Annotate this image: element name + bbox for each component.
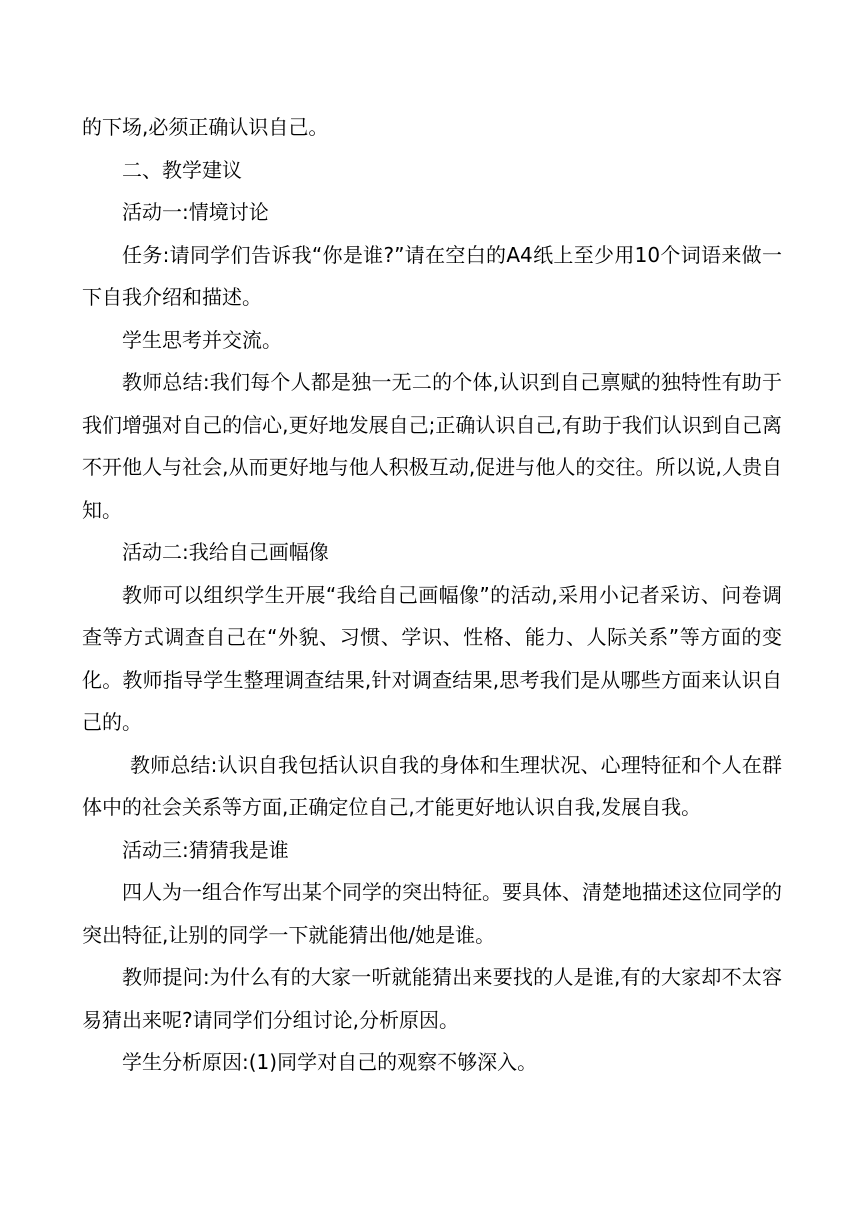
activity-two-heading: 活动二:我给自己画幅像: [122, 540, 329, 564]
activity-three-task: 四人为一组合作写出某个同学的突出特征。要具体、清楚地描述这位同学的突出特征,让别的同学一下就能猜出他/她是谁。: [82, 880, 782, 947]
activity-three-student-analysis: 学生分析原因:(1)同学对自己的观察不够深入。: [122, 1050, 538, 1074]
section-heading-teaching-suggestions: 二、教学建议: [122, 157, 242, 182]
activity-one-student-response: 学生思考并交流。: [122, 327, 282, 352]
document-page: [82, 106, 782, 1084]
activity-two-teacher-summary: 教师总结:认识自我包括认识自我的身体和生理状况、心理特征和个人在群体中的社会关系等方面,正确定位自己,才能更好地认识自我,发展自我。: [82, 752, 782, 819]
activity-two-description: 教师可以组织学生开展“我给自己画幅像”的活动,采用小记者采访、问卷调查等方式调查自己在“外貌、习惯、学识、性格、能力、人际关系”等方面的变化。教师指导学生整理调查结果,针对调查结果,思考我们是从哪些方面来认识自己的。: [82, 582, 782, 734]
paragraph-continuation: 的下场,必须正确认识自己。: [82, 115, 329, 139]
activity-one-teacher-summary: 教师总结:我们每个人都是独一无二的个体,认识到自己禀赋的独特性有助于我们增强对自己的信心,更好地发展自己;正确认识自己,有助于我们认识到自己离不开他人与社会,从而更好地与他人积极互动,促进与他人的交往。所以说,人贵自知。: [82, 370, 782, 522]
activity-one-heading: 活动一:情境讨论: [122, 200, 269, 224]
activity-three-teacher-question: 教师提问:为什么有的大家一听就能猜出来要找的人是谁,有的大家却不太容易猜出来呢?请同学们分组讨论,分析原因。: [82, 965, 782, 1032]
activity-one-task: 任务:请同学们告诉我“你是谁?”请在空白的A4纸上至少用10个词语来做一下自我介绍和描述。: [82, 242, 782, 309]
activity-three-heading: 活动三:猜猜我是谁: [122, 837, 289, 862]
